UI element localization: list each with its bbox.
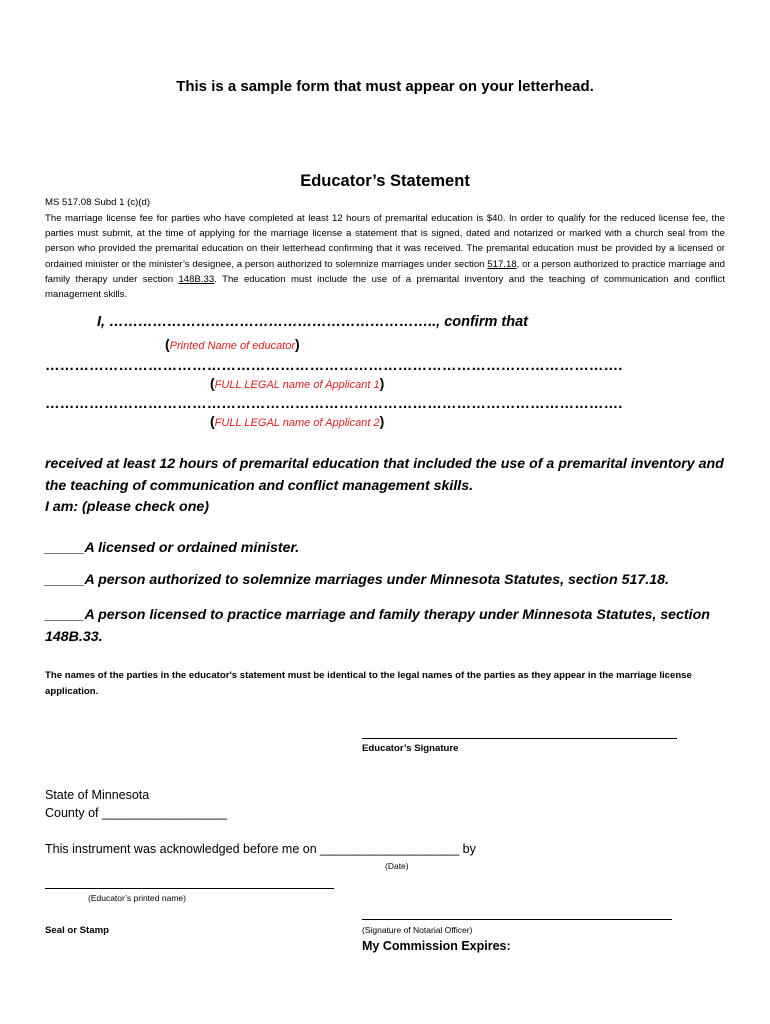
educator-signature-line[interactable] [362,738,677,739]
seal-or-stamp-label: Seal or Stamp [45,925,109,936]
intro-text-3: . The education must include the use of a premarital inventory and the teaching of communication and conflict management skills. [45,273,726,301]
educator-name-caption-text: Printed Name of educator [169,340,296,352]
letterhead-note: This is a sample form that must appear on your letterhead. [176,78,594,95]
option-therapist[interactable]: _____A person licensed to practice marriage and family therapy under Minnesota Statutes, section 148B.33. [45,607,710,645]
notary-signature-line[interactable] [362,919,672,920]
names-identical-note: The names of the parties in the educator's statement must be identical to the legal names of the parties as they appear in the marriage license application. [45,670,692,697]
date-label: (Date) [385,861,409,871]
educator-printed-name-label: (Educator’s printed name) [88,893,186,903]
statute-148b-33-ref: 148B.33 [178,273,215,285]
option-minister[interactable]: _____A licensed or ordained minister. [45,540,300,556]
state-label: State of Minnesota [45,788,150,802]
page-title: Educator’s Statement [300,172,470,190]
educator-printed-name-line[interactable] [45,888,334,889]
notary-signature-label: (Signature of Notarial Officer) [362,925,473,935]
intro-text-2: , or a person authorized to practice marriage and family therapy under section [45,258,725,285]
applicant2-name-field[interactable]: ………………………………………………………………………………………………………. [45,396,623,412]
option-solemnize[interactable]: _____A person authorized to solemnize marriages under Minnesota Statutes, section 517.18. [45,572,669,588]
educator-signature-label: Educator’s Signature [362,743,459,754]
received-statement [45,454,745,519]
commission-expires-label: My Commission Expires: [362,939,511,953]
acknowledgment-line[interactable]: This instrument was acknowledged before me on ____________________ by [45,842,476,856]
intro-paragraph [45,211,725,302]
county-field[interactable]: County of __________________ [45,806,228,820]
educator-name-caption: (Printed Name of educator) [165,336,300,352]
received-text: received at least 12 hours of premarital education that included the use of a premarital inventory and the teaching of communication and conflict management skills. [45,456,724,494]
statute-517-18-ref: 517.18 [487,258,517,270]
intro-text-1: The marriage license fee for parties who have completed at least 12 hours of premarital education is $40. In order to qualify for the reduced license fee, the parties must submit, at the time of applying for the marriage license a statement that is signed, dated and notarized or marked with a church seal from the person who provided the premarital education on their letterhead confirming that it was received. The premarital education must be provided by a licensed or ordained minister or the minister’s designee, a person authorized to solemnize marriages under section [45,213,725,270]
statute-reference: MS 517.08 Subd 1 (c)(d) [45,197,151,208]
applicant1-caption-text: FULL LEGAL name of Applicant 1 [214,379,380,391]
applicant1-name-field[interactable]: ………………………………………………………………………………………………………. [45,358,623,374]
applicant2-caption-text: FULL LEGAL name of Applicant 2 [214,417,380,429]
educator-name-field[interactable]: I, ………………………………………………………….., confirm that [97,314,528,330]
check-prompt: I am: (please check one) [45,499,210,515]
applicant2-caption: (FULL LEGAL name of Applicant 2) [210,413,385,429]
applicant1-caption: (FULL LEGAL name of Applicant 1) [210,375,385,391]
